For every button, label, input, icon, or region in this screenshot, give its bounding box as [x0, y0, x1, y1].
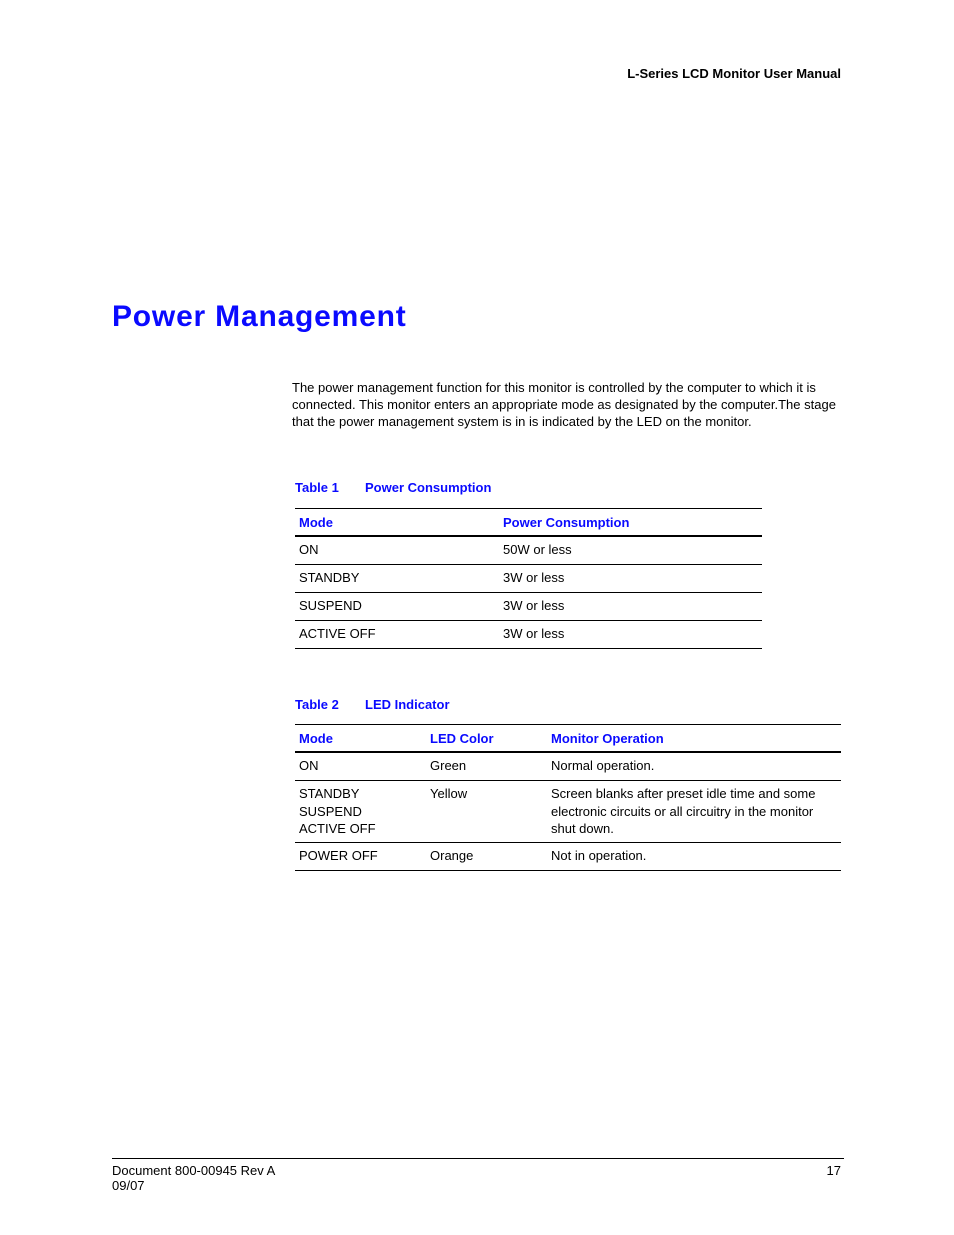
cell-power: 3W or less: [499, 565, 762, 593]
cell-led-color: Green: [426, 752, 547, 781]
mode-line: ON: [299, 758, 319, 773]
column-header-mode: Mode: [295, 509, 499, 537]
table-header-row: [295, 725, 841, 753]
table-row: [295, 842, 841, 870]
power-consumption-table: [295, 508, 762, 649]
footer-divider: [112, 1158, 844, 1159]
table-row: [295, 565, 762, 593]
table-header-row: [295, 509, 762, 537]
table-row: [295, 621, 762, 649]
running-header: L-Series LCD Monitor User Manual: [627, 66, 841, 81]
table-1-caption: [295, 480, 491, 495]
cell-led-color: Yellow: [426, 781, 547, 843]
cell-mode: SUSPEND: [295, 593, 499, 621]
cell-mode: [295, 781, 426, 843]
cell-mode: STANDBY: [295, 565, 499, 593]
table-row: [295, 536, 762, 565]
cell-mode: ON: [295, 536, 499, 565]
table-row: [295, 593, 762, 621]
mode-line: SUSPEND: [299, 803, 362, 819]
cell-power: 3W or less: [499, 593, 762, 621]
mode-line: ACTIVE OFF: [299, 821, 376, 836]
cell-operation: Normal operation.: [547, 752, 841, 781]
cell-mode: [295, 842, 426, 870]
table-row: [295, 752, 841, 781]
table-2-number: Table 2: [295, 697, 339, 712]
document-date: 09/07: [112, 1178, 145, 1193]
column-header-mode: Mode: [295, 725, 426, 753]
table-2-caption: [295, 697, 450, 712]
section-title: Power Management: [112, 300, 407, 333]
cell-led-color: Orange: [426, 842, 547, 870]
table-1-number: Table 1: [295, 480, 339, 495]
document-number: Document 800-00945 Rev A: [112, 1163, 276, 1178]
cell-mode: ACTIVE OFF: [295, 621, 499, 649]
column-header-led-color: LED Color: [426, 725, 547, 753]
column-header-monitor-operation: Monitor Operation: [547, 725, 841, 753]
mode-line: STANDBY: [299, 786, 360, 801]
table-1-title: Power Consumption: [365, 480, 492, 495]
led-indicator-table: [295, 724, 841, 871]
intro-paragraph: The power management function for this monitor is controlled by the computer to which it is connected. This monitor enters an appropriate mode as designated by the computer.The stage that the power management system is in is indicated by the LED on the monitor.: [292, 380, 836, 429]
footer-document-info: [112, 1163, 275, 1193]
page-number: 17: [826, 1163, 841, 1178]
cell-power: 50W or less: [499, 536, 762, 565]
cell-operation: Not in operation.: [547, 842, 841, 870]
column-header-power-consumption: Power Consumption: [499, 509, 762, 537]
table-row: [295, 781, 841, 843]
cell-power: 3W or less: [499, 621, 762, 649]
cell-mode: [295, 752, 426, 781]
mode-line: POWER OFF: [299, 847, 378, 863]
cell-operation: Screen blanks after preset idle time and some electronic circuits or all circuitry in the monitor shut down.: [547, 781, 841, 843]
table-2-title: LED Indicator: [365, 697, 450, 712]
